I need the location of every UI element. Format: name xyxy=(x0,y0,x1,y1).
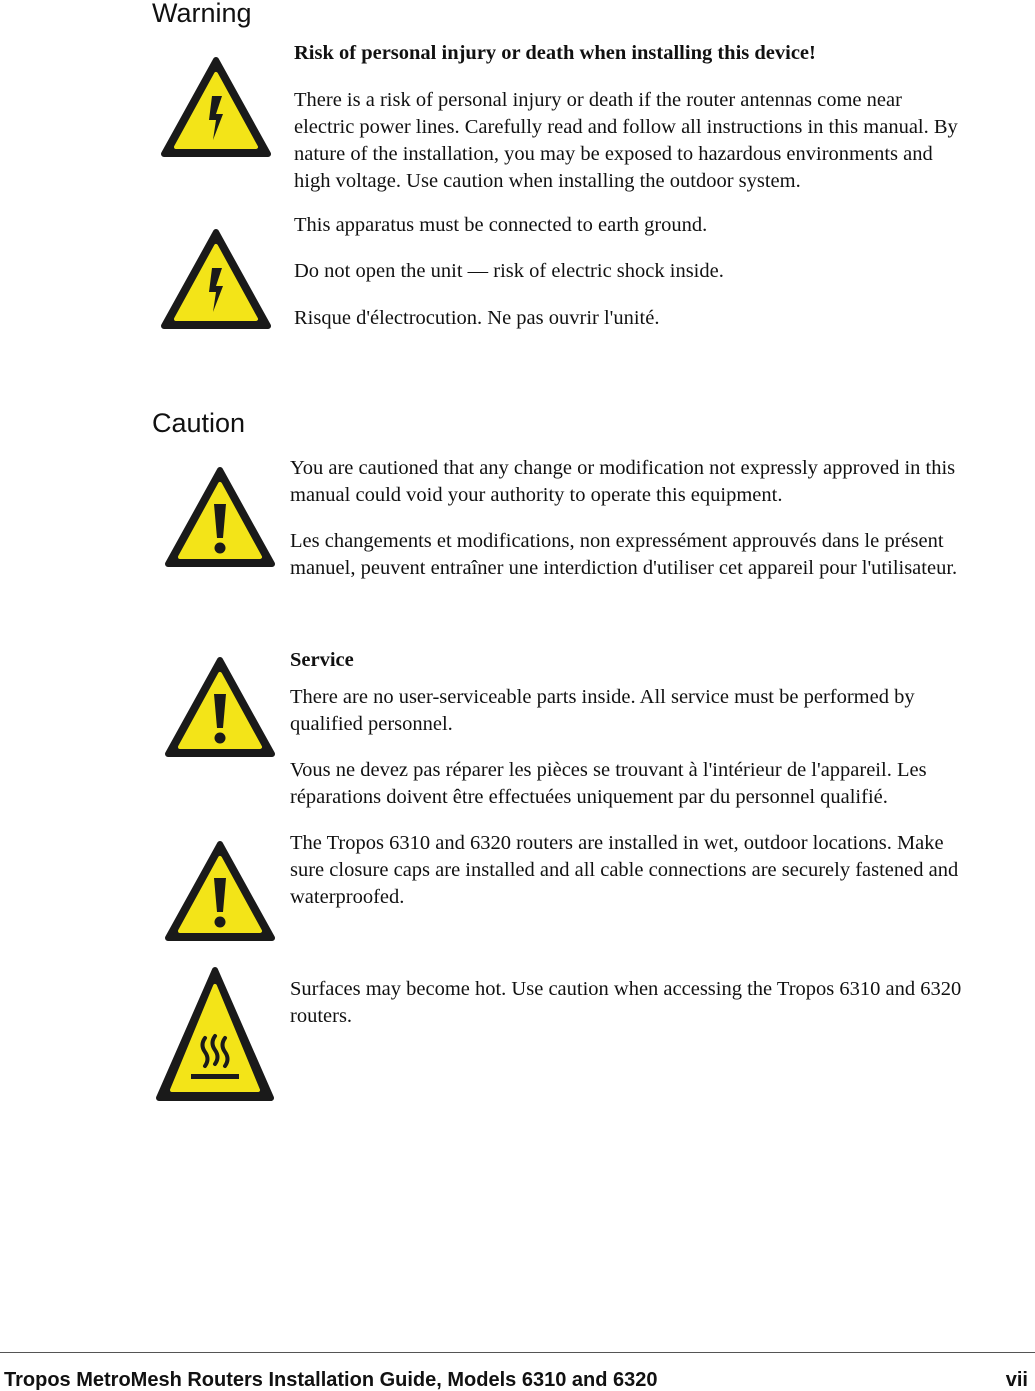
warning-injury-line-3: nature of the installation, you may be exposed to hazardous environments and xyxy=(294,143,933,165)
exclamation-warning-icon xyxy=(164,656,276,760)
caution-hot-line-1: Surfaces may become hot. Use caution when accessing the Tropos 6310 and 6320 xyxy=(290,978,962,1000)
caution-service-french-line-1: Vous ne devez pas réparer les pièces se trouvant à l'intérieur de l'appareil. Les xyxy=(290,759,927,781)
caution-heading: Caution xyxy=(152,408,246,438)
hot-surface-icon xyxy=(155,966,275,1104)
warning-shock-line: Do not open the unit — risk of electric shock inside. xyxy=(294,260,724,282)
caution-modification-line-1: You are cautioned that any change or modification not expressly approved in this xyxy=(290,457,956,479)
warning-ground-line: This apparatus must be connected to earth ground. xyxy=(294,214,708,236)
caution-modification-french-line-1: Les changements et modifications, non expressément approuvés dans le présent xyxy=(290,530,944,552)
caution-hot-line-2: routers. xyxy=(290,1005,353,1027)
exclamation-warning-icon xyxy=(164,840,276,944)
electric-shock-icon xyxy=(160,228,272,332)
caution-modification-line-2: manual could void your authority to operate this equipment. xyxy=(290,484,783,506)
warning-injury-line-4: high voltage. Use caution when installing the outdoor system. xyxy=(294,170,801,192)
caution-service-line-1: There are no user-serviceable parts inside. All service must be performed by xyxy=(290,686,915,708)
caution-service-line-2: qualified personnel. xyxy=(290,713,453,735)
footer-rule xyxy=(0,1352,1035,1353)
electric-shock-icon xyxy=(160,56,272,160)
caution-modification-french-line-2: manuel, peuvent entraîner une interdiction d'utiliser cet appareil pour l'utilisateur. xyxy=(290,557,958,579)
footer-page-number: vii xyxy=(1005,1369,1028,1391)
footer-document-title: Tropos MetroMesh Routers Installation Guide, Models 6310 and 6320 xyxy=(4,1369,658,1391)
warning-injury-line-1: There is a risk of personal injury or death if the router antennas come near xyxy=(294,89,902,111)
caution-service-french-line-2: réparations doivent être effectuées uniquement par du personnel qualifié. xyxy=(290,786,888,808)
warning-injury-title: Risk of personal injury or death when installing this device! xyxy=(294,42,816,64)
exclamation-warning-icon xyxy=(164,466,276,570)
caution-wet-line-3: waterproofed. xyxy=(290,886,405,908)
caution-wet-line-1: The Tropos 6310 and 6320 routers are installed in wet, outdoor locations. Make xyxy=(290,832,944,854)
caution-wet-line-2: sure closure caps are installed and all cable connections are securely fastened and xyxy=(290,859,959,881)
caution-service-title: Service xyxy=(290,649,354,671)
warning-injury-line-2: electric power lines. Carefully read and follow all instructions in this manual. By xyxy=(294,116,958,138)
warning-heading: Warning xyxy=(152,0,252,28)
warning-shock-french-line: Risque d'électrocution. Ne pas ouvrir l'unité. xyxy=(294,307,660,329)
